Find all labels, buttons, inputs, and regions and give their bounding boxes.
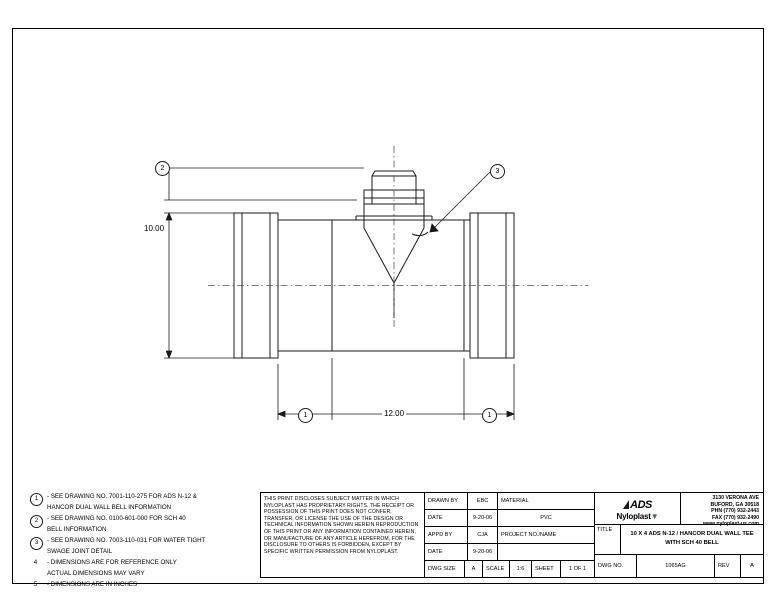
note-item	[30, 580, 250, 591]
technical-drawing	[12, 28, 764, 468]
project-label: PROJECT NO./NAME	[501, 532, 557, 538]
note-text-line2: SWAGE JOINT DETAIL	[47, 547, 113, 555]
ads-logo-text: ADS	[630, 498, 652, 511]
note-text-line1: - SEE DRAWING NO. 7003-110-031 FOR WATER TIGHT	[47, 537, 206, 544]
callout-3-bubble: 3	[490, 164, 505, 179]
note-item	[30, 536, 250, 557]
scale-label: SCALE	[483, 561, 510, 577]
title-block-row	[425, 527, 594, 544]
ads-triangle-icon	[623, 500, 629, 509]
callout-1-bubble-left: 1	[298, 408, 313, 423]
approved-date-label: DATE	[425, 544, 468, 560]
project-value	[498, 544, 594, 560]
note-text-line1: - SEE DRAWING NO. 0100-601-000 FOR SCH 40	[47, 515, 186, 522]
rev-value: A	[750, 563, 754, 569]
nyloplast-word: Nyloplast	[616, 511, 651, 521]
approved-date-value: 9-20-06	[468, 544, 498, 560]
note-number: 4	[33, 559, 38, 566]
dwg-no-value: 1065AG	[637, 555, 715, 577]
title-block-row	[425, 544, 594, 561]
drawing-title-row	[595, 525, 763, 555]
dwg-size-label: DWG SIZE	[425, 561, 465, 577]
proprietary-notice: THIS PRINT DISCLOSES SUBJECT MATTER IN WHICH NYLOPLAST HAS PROPRIETARY RIGHTS. THE RECEIPT OR POSSESSION OF THIS PRINT DOES NOT CONFER, TRANSFER, OR LICENSE THE USE OF THE DESIGN OR TECHNICAL INFORMATION SHOWN HEREIN REPRODUCTION OF THIS PRINT OR ANY INFORMATION CONTAINED HEREIN, OR MANUFACTURE OF ANY ARTICLE HEREFROM, FOR THE DISCLOSURE TO OTHERS IS FORBIDDEN, EXCEPT BY SPECIFIC WRITTEN PERMISSION FROM NYLOPLAST.	[261, 493, 425, 577]
title-block-data-grid	[425, 493, 595, 577]
callout-1-bubble-right: 1	[482, 408, 497, 423]
note-text-line2: BELL INFORMATION	[47, 525, 107, 533]
dwg-number-row	[595, 555, 763, 577]
note-item	[30, 558, 250, 579]
approved-by-label: APPD BY	[425, 527, 468, 543]
drawn-date-label: DATE	[425, 510, 468, 526]
nyloplast-accent-icon: ▼	[650, 511, 659, 521]
company-logo	[595, 493, 681, 524]
drawing-title-line1: 10 X 4 ADS N-12 / HANCOR DUAL WALL TEE	[630, 531, 754, 537]
company-address	[681, 493, 763, 528]
note-number-circled: 3	[30, 537, 43, 550]
notes-list	[30, 492, 250, 592]
address-line: FAX (770) 932-2490	[711, 514, 759, 521]
note-item	[30, 514, 250, 535]
rev-label: REV	[715, 555, 741, 577]
title-block-right	[595, 493, 763, 577]
dwg-no-label: DWG NO.	[595, 555, 637, 577]
address-line: PHN (770) 932-2443	[711, 508, 759, 515]
note-text-line2: ACTUAL DIMENSIONS MAY VARY	[47, 569, 145, 577]
drawing-title-line2: WITH SCH 40 BELL	[665, 540, 719, 546]
note-text-line1: - SEE DRAWING NO. 7001-110-275 FOR ADS N-12 &	[47, 493, 197, 500]
dwg-size-value: A	[465, 561, 483, 577]
note-number-circled: 1	[30, 493, 43, 506]
sheet-value: 1 OF 1	[568, 566, 587, 572]
drawn-by-label: DRAWN BY	[425, 493, 468, 509]
note-text-line1: - DIMENSIONS ARE IN INCHES	[47, 581, 138, 588]
note-item	[30, 492, 250, 513]
dim-length-text: 12.00	[384, 409, 405, 418]
material-value: PVC	[540, 515, 552, 521]
note-number-circled: 2	[30, 515, 43, 528]
tee-fitting-drawing-svg	[12, 28, 764, 468]
title-block-row	[425, 510, 594, 527]
dim-height-text: 10.00	[144, 224, 165, 233]
note-text-line2: HANCOR DUAL WALL BELL INFORMATION	[47, 503, 172, 511]
scale-value: 1:6	[510, 561, 532, 577]
address-line: 3130 VERONA AVE	[712, 495, 759, 501]
title-block-row	[425, 493, 594, 510]
drawing-title	[621, 525, 763, 554]
nyloplast-logo-text	[617, 512, 659, 521]
title-block	[260, 492, 764, 578]
note-text-line1: - DIMENSIONS ARE FOR REFERENCE ONLY	[47, 559, 177, 566]
drawn-by-value: EBC	[468, 493, 498, 509]
approved-by-value: CJA	[468, 527, 498, 543]
sheet-label: SHEET	[532, 561, 561, 577]
address-line: BUFORD, GA 30518	[710, 501, 759, 508]
title-label: TITLE	[595, 525, 621, 554]
company-website: www.nyloplast-us.com	[702, 521, 759, 528]
note-number: 5	[33, 581, 38, 588]
title-block-row	[425, 561, 594, 577]
company-header	[595, 493, 763, 528]
drawn-date-value: 9-20-06	[468, 510, 498, 526]
material-label: MATERIAL	[501, 498, 529, 504]
callout-2-bubble: 2	[155, 161, 170, 176]
